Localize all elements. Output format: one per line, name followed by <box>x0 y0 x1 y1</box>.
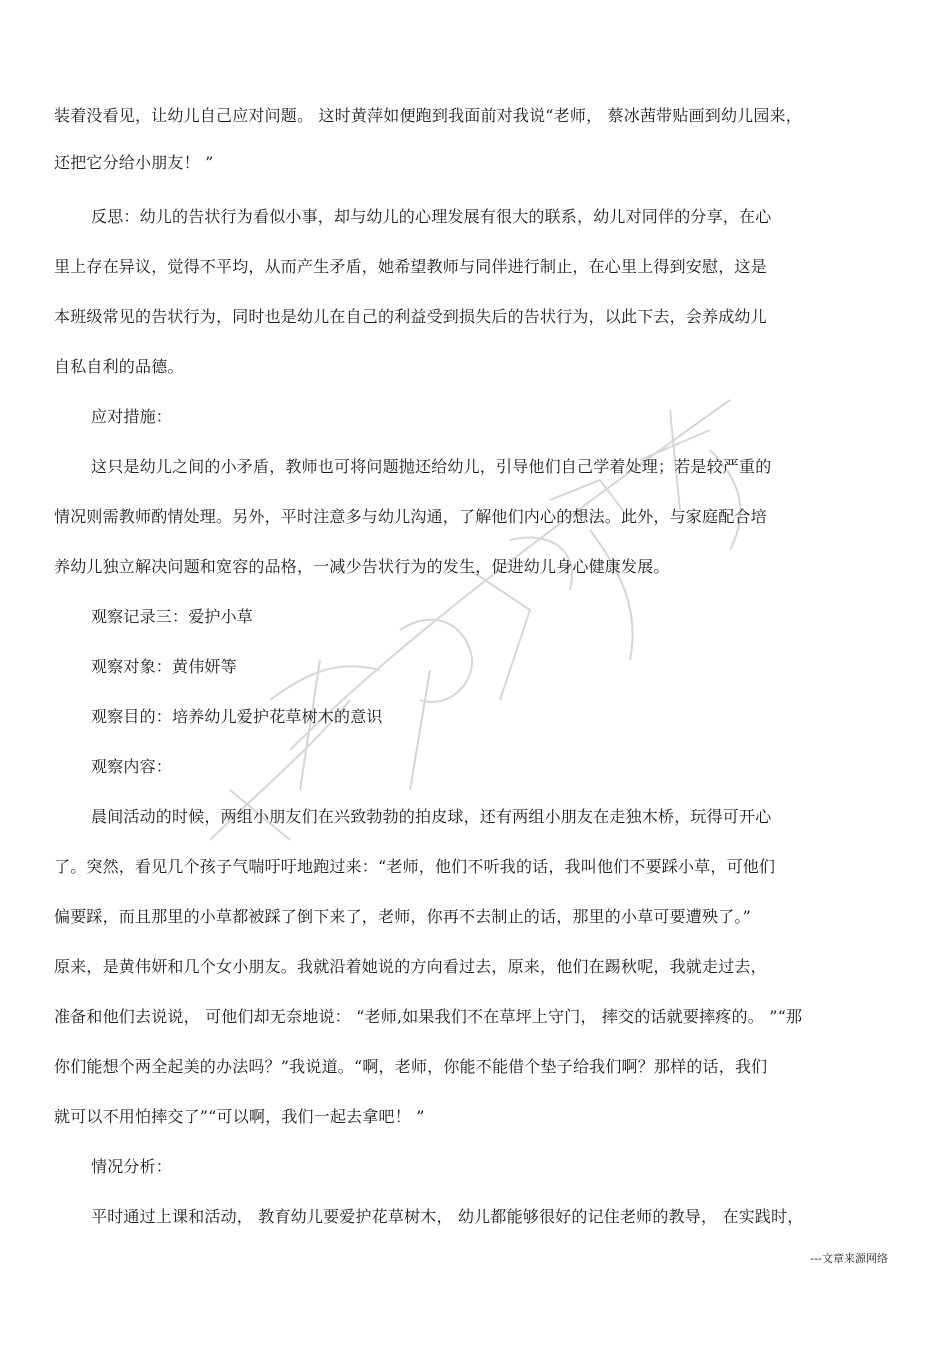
text-line: 反思：幼儿的告状行为看似小事，却与幼儿的心理发展有很大的联系，幼儿对同伴的分享，在心 <box>91 207 772 226</box>
text-line: 准备和他们去说说， 可他们却无奈地说： “老师,如果我们不在草坪上守门， 摔交的话就要摔疼的。 ”“那 <box>54 1007 803 1026</box>
text-line: 这只是幼儿之间的小矛盾，教师也可将问题抛还给幼儿，引导他们自己学着处理；若是较严重的 <box>91 457 772 476</box>
text-line: 观察目的：培养幼儿爱护花草树木的意识 <box>91 707 383 726</box>
text-line: 自私自利的品德。 <box>54 357 184 376</box>
text-line: 了。突然，看见几个孩子气喘吁吁地跑过来：“老师，他们不听我的话，我叫他们不要踩小草，可他们 <box>54 857 776 876</box>
text-line: 你们能想个两全起美的办法吗？”我说道。“啊，老师，你能不能借个垫子给我们啊？那样的话，我们 <box>54 1057 768 1076</box>
source-footer: ---文章来源网络 <box>810 1252 888 1265</box>
text-line: 应对措施： <box>91 407 173 426</box>
text-line: 晨间活动的时候，两组小朋友们在兴致勃勃的拍皮球，还有两组小朋友在走独木桥，玩得可开心 <box>91 807 772 826</box>
text-line: 还把它分给小朋友！ ” <box>54 153 214 172</box>
text-line: 装着没看见，让幼儿自己应对问题。 这时黄萍如便跑到我面前对我说“老师， 蔡冰茜带贴画到幼儿园来， <box>54 106 802 125</box>
text-line: 观察对象：黄伟妍等 <box>91 657 237 676</box>
text-line: 观察记录三：爱护小草 <box>91 607 254 626</box>
text-line: 情况则需教师酌情处理。另外，平时注意多与幼儿沟通，了解他们内心的想法。此外，与家庭配合培 <box>54 507 767 526</box>
text-line: 就可以不用怕摔交了”“可以啊，我们一起去拿吧！ ” <box>54 1107 425 1126</box>
text-line: 情况分析： <box>91 1157 173 1176</box>
text-line: 偏要踩，而且那里的小草都被踩了倒下来了，老师，你再不去制止的话，那里的小草可要遭殃了。” <box>54 907 751 926</box>
text-line: 里上存在异议，觉得不平均，从而产生矛盾，她希望教师与同伴进行制止，在心里上得到安慰，这是 <box>54 257 767 276</box>
text-line: 观察内容： <box>91 757 173 776</box>
text-line: 原来，是黄伟妍和几个女小朋友。我就沿着她说的方向看过去，原来，他们在踢秋呢，我就走过去， <box>54 957 767 976</box>
text-line: 养幼儿独立解决问题和宽容的品格，一减少告状行为的发生，促进幼儿身心健康发展。 <box>54 557 670 576</box>
text-line: 本班级常见的告状行为，同时也是幼儿在自己的利益受到损失后的告状行为，以此下去，会养成幼儿 <box>54 307 767 326</box>
text-line: 平时通过上课和活动， 教育幼儿要爱护花草树木， 幼儿都能够很好的记住老师的教导， 在实践时， <box>91 1207 804 1226</box>
